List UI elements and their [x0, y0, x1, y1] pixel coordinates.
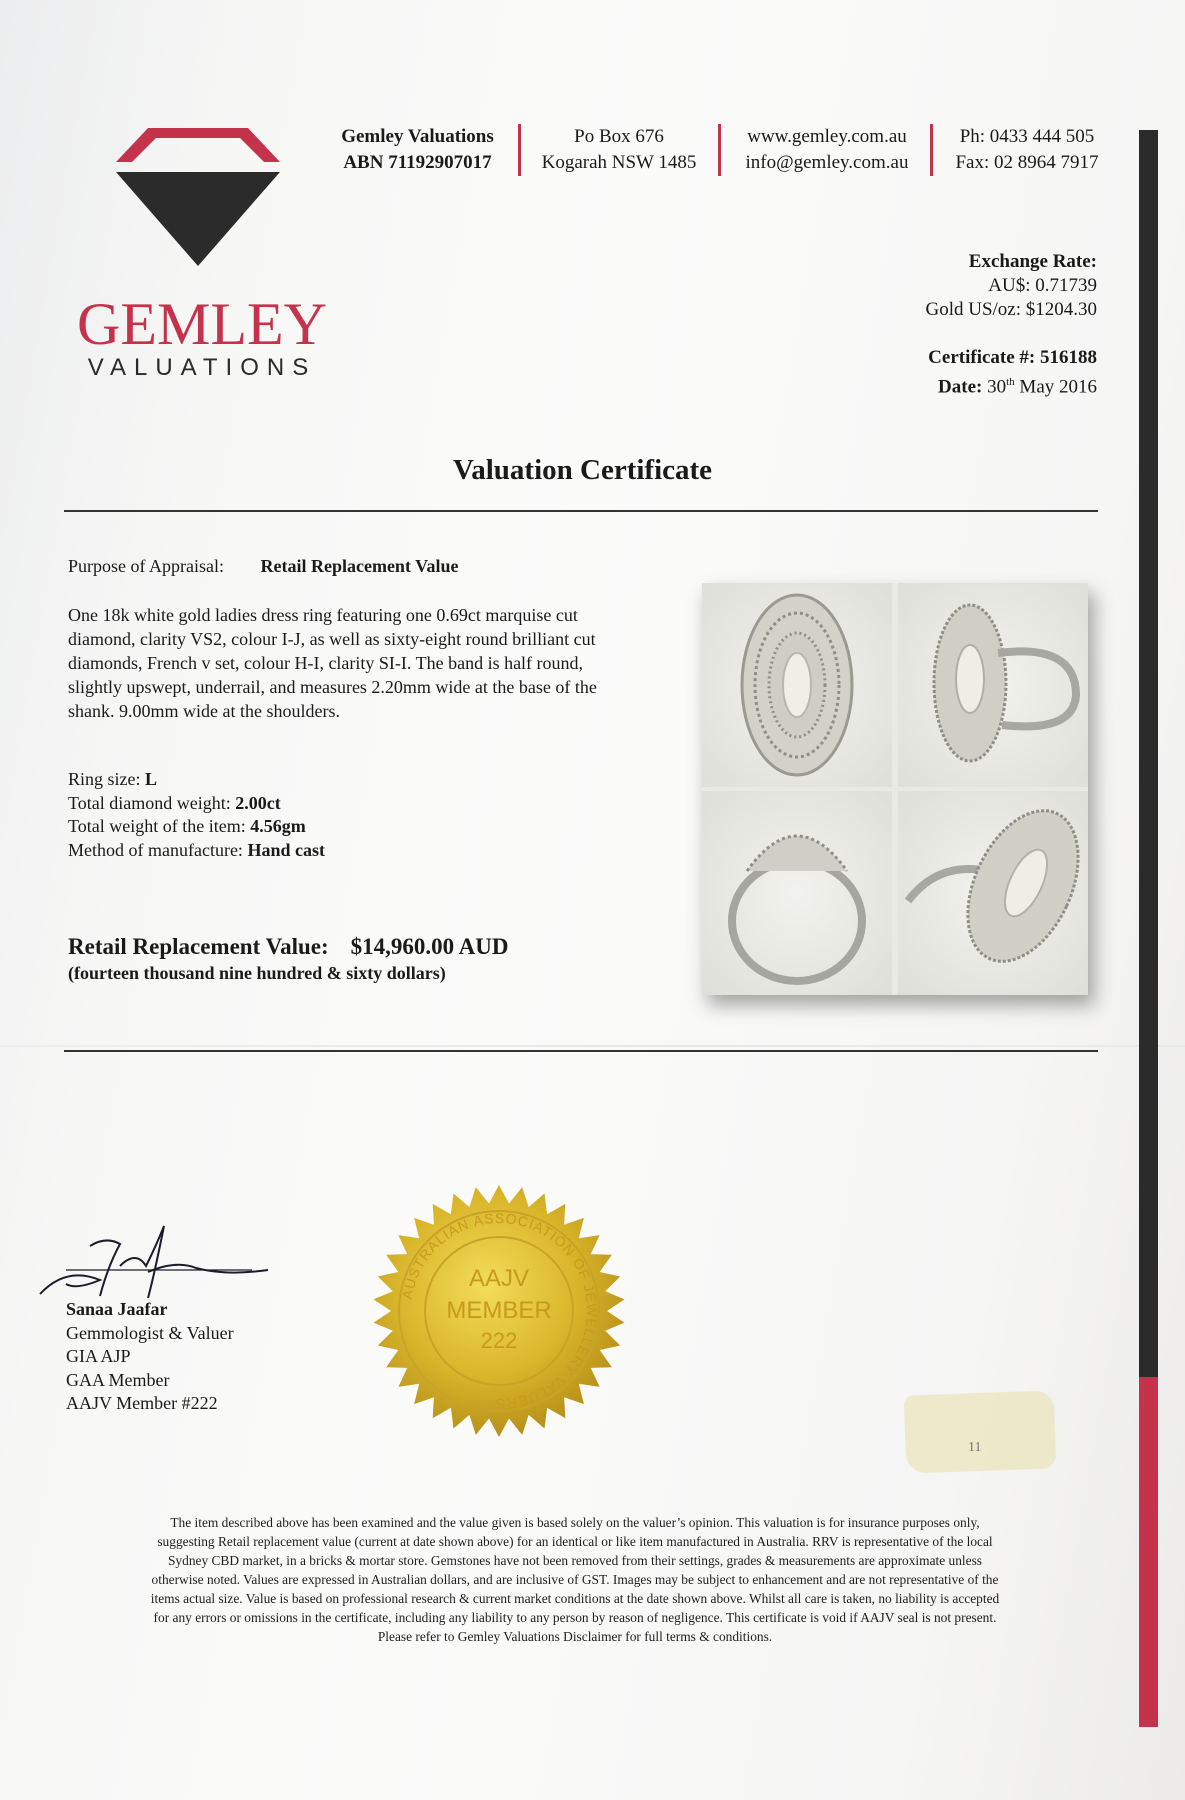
disclaimer-line: Sydney CBD market, in a bricks & mortar store. Gemstones have not been removed from their settings, grades & measurements are approximate unless: [167, 1553, 982, 1568]
ring-photo-panel: [702, 583, 1088, 995]
header-divider: [930, 124, 933, 176]
header-divider: [718, 124, 721, 176]
side-bar-dark: [1139, 130, 1158, 1377]
logo-wordmark: GEMLEY: [77, 291, 327, 357]
certificate-number: 516188: [1040, 347, 1097, 368]
item-description: [68, 603, 658, 723]
retail-value-row: [68, 934, 508, 960]
gemley-logo-icon: [112, 128, 284, 270]
ring-photo-top: [702, 583, 892, 787]
signer-line: AAJV Member #222: [66, 1393, 218, 1413]
date-suffix: th: [1006, 376, 1015, 388]
ring-angle-icon: [898, 791, 1088, 995]
spec-value: 2.00ct: [235, 792, 281, 813]
disclaimer-line: for any errors or omissions in the certificate, including any liability to any person by reason of negligence. This certificate is void if AAJV seal is not present.: [153, 1610, 997, 1625]
aud-rate: AU$: 0.71739: [988, 275, 1097, 296]
po-box: Po Box 676: [574, 126, 664, 147]
spec-row: [68, 815, 325, 839]
purpose-value: Retail Replacement Value: [260, 556, 459, 576]
ring-side-icon: [898, 583, 1088, 787]
page-title: Valuation Certificate: [452, 454, 713, 486]
signer-block: [66, 1298, 234, 1416]
retail-value-amount: $14,960.00 AUD: [350, 934, 509, 959]
description-line: diamond, clarity VS2, colour I-J, as well as sixty-eight round brilliant cut: [68, 629, 596, 649]
paper-fold: [0, 1045, 1185, 1047]
retail-value-words: (fourteen thousand nine hundred & sixty dollars): [68, 963, 446, 983]
header-divider: [518, 124, 521, 176]
spec-value: L: [145, 769, 158, 789]
retail-value-label: Retail Replacement Value:: [68, 934, 329, 959]
ring-photo-under: [702, 791, 892, 995]
address-block: [530, 124, 708, 176]
certificate-info: [928, 346, 1097, 399]
spec-row: [68, 768, 325, 792]
purpose-label: Purpose of Appraisal:: [68, 556, 224, 576]
signer-name: Sanaa Jaafar: [66, 1299, 168, 1319]
disclaimer-line: suggesting Retail replacement value (current at date shown above) for an identical or like item manufactured in Australia. RRV is representative of the local: [157, 1534, 993, 1549]
fax: Fax: 02 8964 7917: [955, 152, 1099, 173]
date-rest: May 2016: [1019, 376, 1097, 398]
company-block: [330, 124, 505, 176]
spec-value: Hand cast: [247, 839, 325, 860]
ring-photo-side: [898, 583, 1088, 787]
certificate-number-label: Certificate #:: [928, 347, 1036, 368]
seal-line3: 222: [480, 1328, 518, 1353]
seal-line1: AAJV: [468, 1265, 530, 1292]
spec-label: Ring size:: [68, 769, 141, 789]
seal-line2: MEMBER: [446, 1297, 552, 1324]
suburb: Kogarah NSW 1485: [541, 152, 697, 173]
description-line: diamonds, French v set, colour H-I, clarity SI-I. The band is half round,: [68, 653, 584, 673]
purpose-row: [68, 556, 458, 577]
tape-mark: 11: [968, 1440, 982, 1455]
disclaimer-text: [60, 1513, 1090, 1646]
phone-block: [942, 124, 1112, 176]
logo-subtitle: VALUATIONS: [87, 354, 317, 381]
spec-label: Method of manufacture:: [68, 839, 243, 860]
email-link[interactable]: info@gemley.com.au: [745, 152, 909, 173]
signer-line: GAA Member: [66, 1369, 170, 1390]
disclaimer-line: The item described above has been examined and the value given is based solely on the valuer’s opinion. This valuation is for insurance purposes only,: [170, 1515, 980, 1530]
company-abn: ABN 71192907017: [343, 152, 492, 173]
gold-rate: Gold US/oz: $1204.30: [925, 299, 1097, 320]
aajv-seal-icon: [372, 1176, 626, 1446]
seal-ring-text: AUSTRALIAN ASSOCIATION OF JEWELLERY VALUERS: [398, 1209, 601, 1413]
item-specs: [68, 768, 325, 862]
spec-label: Total weight of the item:: [68, 816, 246, 836]
handwritten-signature: [36, 1206, 276, 1306]
description-line: slightly upswept, underrail, and measures 2.20mm wide at the base of the: [68, 677, 597, 697]
website-link[interactable]: www.gemley.com.au: [747, 126, 907, 147]
disclaimer-line: items actual size. Value is based on professional research & current market conditions at the date shown above. Whilst all care is taken, no liability is accepted: [150, 1591, 1000, 1606]
phone: Ph: 0433 444 505: [959, 126, 1095, 147]
ring-under-icon: [702, 791, 892, 995]
exchange-rate-label: Exchange Rate:: [968, 251, 1097, 272]
spec-value: 4.56gm: [250, 816, 306, 836]
tape-patch: [904, 1390, 1057, 1473]
signer-line: GIA AJP: [66, 1346, 131, 1366]
description-line: shank. 9.00mm wide at the shoulders.: [68, 701, 340, 721]
date-label: Date:: [938, 376, 983, 398]
disclaimer-line: otherwise noted. Values are expressed in Australian dollars, and are inclusive of GST. Images may be subject to enhancement and are not representative of the: [151, 1572, 999, 1587]
ring-photo-angle: [898, 791, 1088, 995]
bottom-divider: [64, 1050, 1098, 1052]
company-name: Gemley Valuations: [341, 126, 494, 147]
exchange-rate-block: [925, 250, 1097, 322]
spec-label: Total diamond weight:: [68, 792, 231, 813]
web-block: [732, 124, 922, 176]
top-divider: [64, 510, 1098, 512]
description-line: One 18k white gold ladies dress ring featuring one 0.69ct marquise cut: [68, 605, 578, 625]
spec-row: [68, 792, 325, 816]
signer-line: Gemmologist & Valuer: [66, 1322, 234, 1343]
ring-top-icon: [702, 583, 892, 787]
date-day: 30: [987, 376, 1007, 398]
spec-row: [68, 839, 325, 863]
side-bar-red: [1139, 1377, 1158, 1727]
disclaimer-line: Please refer to Gemley Valuations Disclaimer for full terms & conditions.: [377, 1629, 773, 1644]
